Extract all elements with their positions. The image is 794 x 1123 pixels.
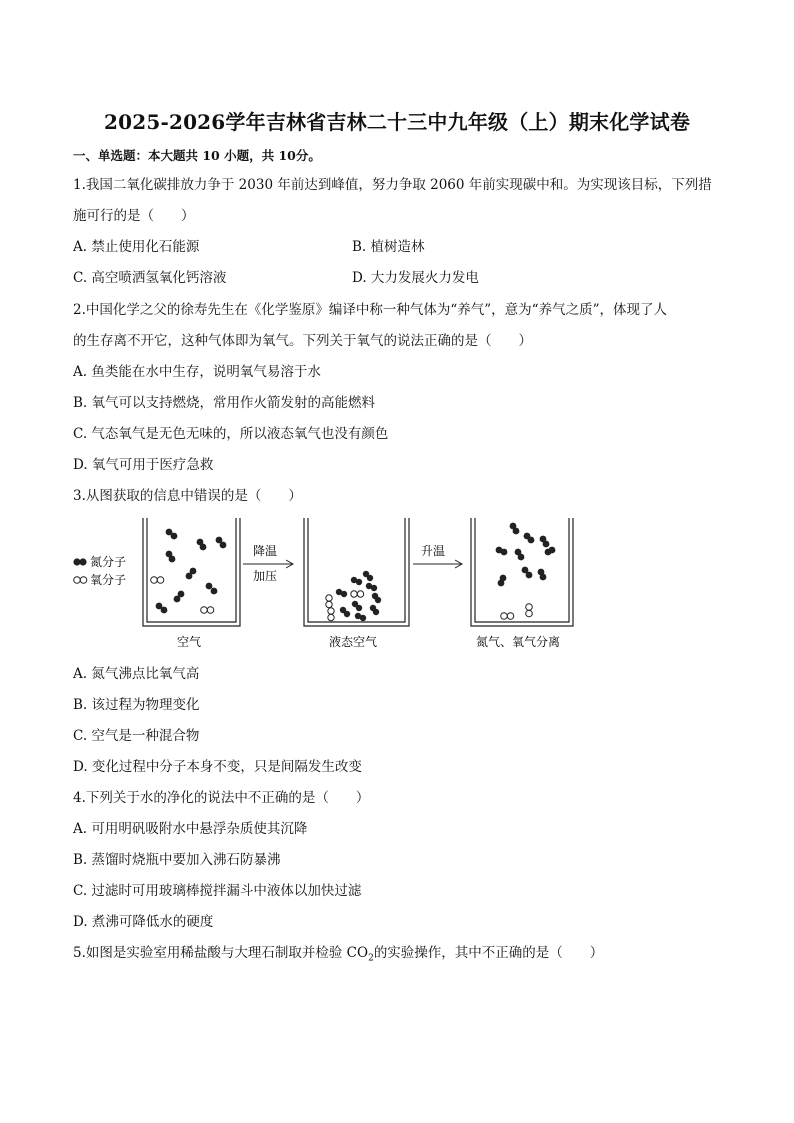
q1-option-b: B. 植树造林	[352, 239, 425, 255]
beaker-separated	[471, 518, 573, 649]
legend-nitrogen	[73, 554, 126, 569]
q2-option-d: D. 氧气可用于医疗急救	[73, 457, 214, 473]
q4-stem: 4.下列关于水的净化的说法中不正确的是（ ）	[73, 790, 370, 806]
label-liquid-air: 液态空气	[329, 635, 378, 649]
q3-option-c: C. 空气是一种混合物	[73, 728, 200, 744]
q1-stem-line2: 施可行的是（ ）	[73, 208, 195, 224]
arrow1-bottom-label: 加压	[253, 569, 278, 583]
legend-oxygen	[74, 572, 126, 587]
q2-stem-line1: 2.中国化学之父的徐寿先生在《化学鉴原》编译中称一种气体为“养气”，意为“养气之质”，体现了人	[73, 302, 667, 318]
legend-nitrogen-label: 氮分子	[90, 555, 127, 569]
q1-option-a: A. 禁止使用化石能源	[73, 239, 200, 255]
q4-option-c: C. 过滤时可用玻璃棒搅拌漏斗中液体以加快过滤	[73, 883, 362, 899]
q3-option-d: D. 变化过程中分子本身不变，只是间隔发生改变	[73, 759, 362, 775]
label-separated: 氮气、氧气分离	[476, 635, 561, 649]
arrow-cool-pressurize	[243, 544, 293, 583]
arrow1-top-label: 降温	[253, 544, 278, 558]
label-air: 空气	[177, 635, 202, 649]
q3-option-b: B. 该过程为物理变化	[73, 697, 200, 713]
q2-option-b: B. 氧气可以支持燃烧，常用作火箭发射的高能燃料	[73, 395, 376, 411]
q2-option-a: A. 鱼类能在水中生存，说明氧气易溶于水	[73, 364, 321, 380]
q3-stem: 3.从图获取的信息中错误的是（ ）	[73, 488, 302, 504]
q2-option-c: C. 气态氧气是无色无味的，所以液态氧气也没有颜色	[73, 426, 389, 442]
q4-option-d: D. 煮沸可降低水的硬度	[73, 914, 214, 930]
air-separation-diagram	[73, 514, 593, 656]
arrow-heat	[413, 543, 462, 568]
q3-option-a: A. 氮气沸点比氧气高	[73, 666, 200, 682]
q1-stem-line1: 1.我国二氧化碳排放力争于 2030 年前达到峰值，努力争取 2060 年前实现碳中和。为实现该目标，下列措	[73, 177, 712, 193]
q2-stem-line2: 的生存离不开它，这种气体即为氧气。下列关于氧气的说法正确的是（ ）	[73, 333, 532, 349]
q5-stem-post: 的实验操作，其中不正确的是（ ）	[373, 945, 604, 961]
beaker-air	[143, 518, 240, 649]
q5-stem	[73, 944, 603, 968]
air-separation-svg	[73, 514, 593, 656]
beaker-liquid-air	[304, 518, 409, 649]
q1-option-c: C. 高空喷洒氢氧化钙溶液	[73, 270, 227, 286]
q5-stem-pre: 5.如图是实验室用稀盐酸与大理石制取并检验 CO	[73, 945, 369, 961]
q4-option-a: A. 可用明矾吸附水中悬浮杂质使其沉降	[73, 821, 308, 837]
q5-co2-subscript: 2	[368, 953, 374, 964]
exam-title: 2025-2026学年吉林省吉林二十三中九年级（上）期末化学试卷	[103, 110, 691, 134]
legend-oxygen-label: 氧分子	[90, 573, 127, 587]
arrow2-label: 升温	[421, 544, 446, 558]
q1-option-d: D. 大力发展火力发电	[352, 270, 479, 286]
section-heading: 一、单选题：本大题共 10 小题，共 10分。	[73, 148, 321, 163]
q4-option-b: B. 蒸馏时烧瓶中要加入沸石防暴沸	[73, 852, 281, 868]
